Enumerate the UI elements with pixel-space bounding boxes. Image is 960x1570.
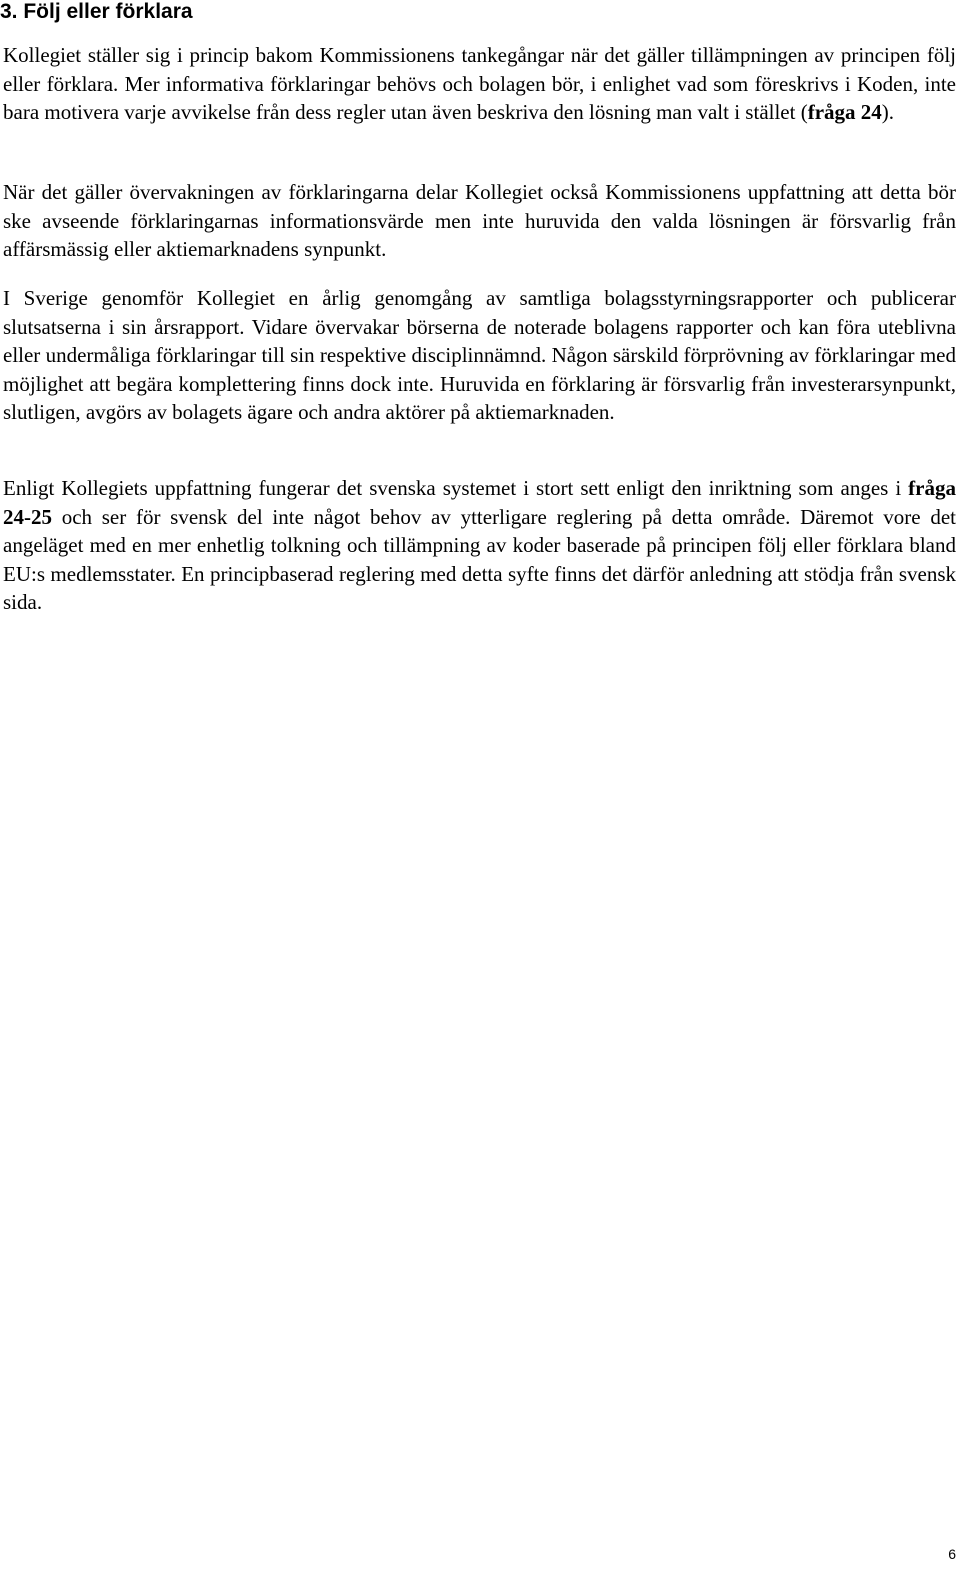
question-reference: fråga 24 [807,100,882,124]
paragraph-1 [3,41,956,127]
paragraph-1-end: ). [881,100,895,124]
question-reference: fråga 24-25 [3,476,956,529]
paragraph-1-text: Kollegiet ställer sig i princip bakom Kommissionens tankegångar när det gäller tillämpningen av principen följ eller förklara. Mer informativa förklaringar behövs och bolagen bör, i enlighet vad som föreskrivs i Koden, inte bara motivera varje avvikelse från dess regler utan även beskriva den lösning man valt i stället ( [3,43,956,124]
page-number: 6 [948,1546,956,1562]
section-heading: 3. Följ eller förklara [0,0,193,23]
paragraph-3: I Sverige genomför Kollegiet en årlig genomgång av samtliga bolagsstyrningsrapporter och publicerar slutsatserna i sin årsrapport. Vidare övervakar börserna de noterade bolagens rapporter och kan föra uteblivna eller undermåliga förklaringar till sin respektive disciplinnämnd. Någon särskild förprövning av förklaringar med möjlighet att begära komplettering finns dock inte. Huruvida en förklaring är försvarlig från investerarsynpunkt, slutligen, avgörs av bolagets ägare och andra aktörer på aktiemarknaden. [3,286,956,424]
paragraph-4-text: Enligt Kollegiets uppfattning fungerar det svenska systemet i stort sett enligt den inriktning som anges i [3,476,909,500]
paragraph-2: När det gäller övervakningen av förklaringarna delar Kollegiet också Kommissionens uppfattning att detta bör ske avseende förklaringarnas informationsvärde men inte huruvida den valda lösningen är försvarlig från affärsmässig eller aktiemarknadens synpunkt. [3,180,956,261]
paragraph-4 [3,474,956,617]
paragraph-4-end: och ser för svensk del inte något behov av ytterligare reglering på detta område. Däremot vore det angeläget med en mer enhetlig tolkning och tillämpning av koder baserade på principen följ eller förklara bland EU:s medlemsstater. En principbaserad reglering med detta syfte finns det därför anledning att stödja från svensk sida. [3,504,956,614]
